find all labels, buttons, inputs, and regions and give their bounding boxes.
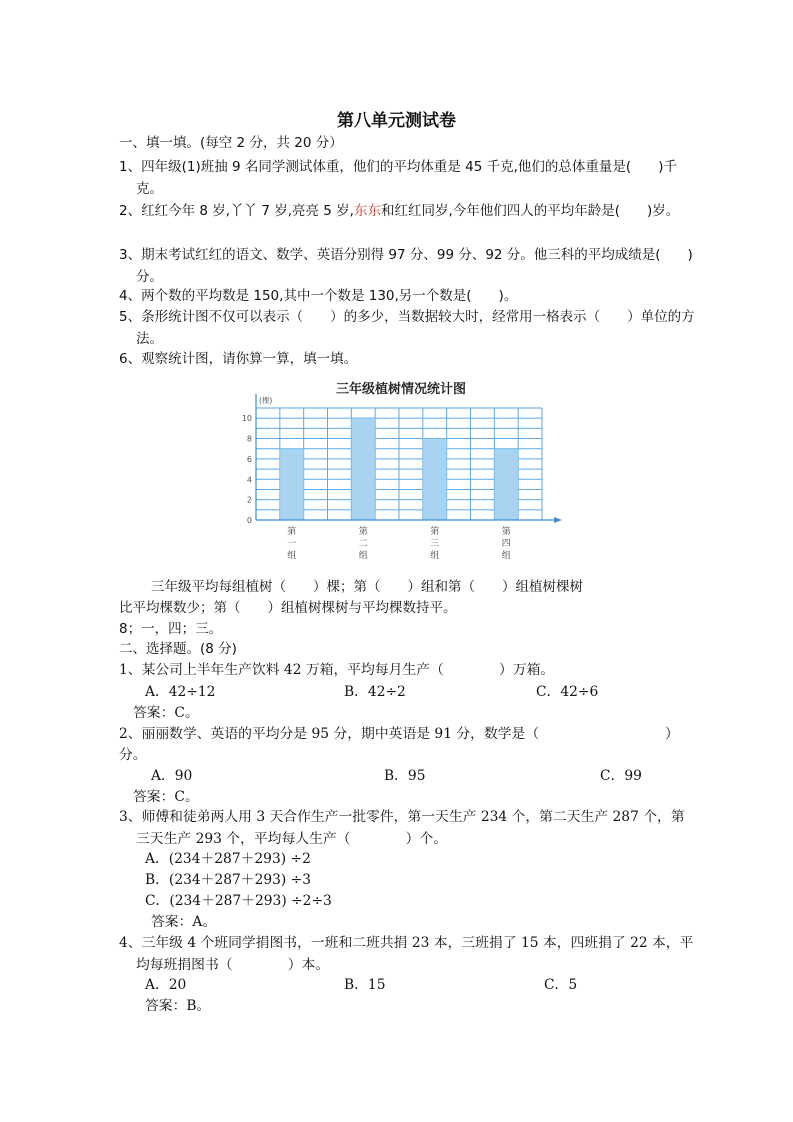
q1-answer: 答案：C。 — [133, 705, 199, 721]
x-tick-label-2: 组 — [358, 551, 368, 561]
x-tick-label-2: 第 — [358, 527, 368, 537]
x-tick-label-1: 第 — [287, 527, 297, 537]
q1-option-b: B．42÷2 — [344, 684, 406, 700]
chart-canvas — [236, 372, 566, 568]
y-tick-label: 6 — [246, 454, 252, 464]
bar-1 — [280, 449, 304, 520]
x-tick-label-1: 一 — [287, 539, 297, 549]
q2-text-b: 和红红同岁,今年他们四人的平均年龄是( )岁。 — [380, 203, 680, 219]
chart-title: 三年级植树情况统计图 — [335, 382, 466, 397]
x-tick-label-4: 组 — [501, 551, 511, 561]
y-tick-label: 10 — [241, 414, 252, 424]
x-tick-label-3: 三 — [430, 539, 440, 549]
q3-option-a: A．(234＋287＋293) ÷2 — [145, 851, 311, 867]
q6-answer: 8；一，四；三。 — [119, 621, 223, 637]
choice-question-2 — [119, 723, 679, 745]
q2-text-end: 分。 — [119, 747, 147, 763]
q4-option-a: A．20 — [145, 977, 187, 993]
y-axis-label: (棵) — [259, 396, 273, 405]
x-tick-label-1: 组 — [287, 551, 297, 561]
q2-text-a: 2、红红今年 8 岁,丫丫 7 岁,亮亮 5 岁, — [119, 203, 354, 219]
x-axis-arrow — [554, 517, 562, 523]
choice-question-4: 4、三年级 4 个班同学捐图书，一班和二班共捐 23 本，三班捐了 15 本，四班捐了 22 本，平均每班捐图书（ ）本。 — [119, 935, 694, 973]
bar-3 — [423, 439, 447, 520]
q2-answer: 答案：C。 — [133, 789, 199, 805]
section1-heading: 一、填一填。(每空 2 分，共 20 分） — [119, 135, 343, 151]
y-tick-label: 2 — [246, 495, 252, 505]
q2-text: 2、丽丽数学、英语的平均分是 95 分，期中英语是 91 分，数学是（ — [119, 726, 540, 742]
question-1-5: 5、条形统计图不仅可以表示（ ）的多少，当数据较大时，经常用一格表示（ ）单位的方法。 — [119, 309, 695, 347]
y-tick-label: 0 — [246, 516, 252, 525]
x-tick-label-3: 第 — [430, 527, 440, 537]
section2-heading: 二、选择题。(8 分) — [119, 641, 237, 657]
choice-question-1: 1、某公司上半年生产饮料 42 万箱，平均每月生产（ ）万箱。 — [119, 662, 555, 678]
q6-fill-line-1: 三年级平均每组植树（ ）棵；第（ ）组和第（ ）组植树棵树 — [151, 579, 583, 595]
q2-highlight: 东东 — [353, 203, 381, 219]
y-tick-label: 8 — [246, 434, 252, 444]
choice-question-3: 3、师傅和徒弟两人用 3 天合作生产一批零件，第一天生产 234 个，第二天生产 287 个，第三天生产 293 个，平均每人生产（ ）个。 — [119, 809, 685, 847]
page-title: 第八单元测试卷 — [337, 111, 456, 131]
q2-option-a: A．90 — [151, 768, 193, 784]
x-tick-label-4: 第 — [501, 527, 511, 537]
y-tick-label: 4 — [246, 475, 252, 485]
bar-2 — [351, 418, 375, 520]
q4-option-b: B．15 — [344, 977, 386, 993]
q6-fill-line-2: 比平均棵数少；第（ ）组植树棵树与平均棵数持平。 — [119, 600, 457, 616]
q2-option-b: B．95 — [384, 768, 426, 784]
question-1-1: 1、四年级(1)班抽 9 名同学测试体重，他们的平均体重是 45 千克,他们的总体重量是( )千克。 — [119, 159, 677, 197]
bar-chart — [236, 372, 566, 568]
q4-answer: 答案：B。 — [145, 998, 211, 1014]
question-1-3: 3、期末考试红红的语文、数学、英语分别得 97 分、99 分、92 分。他三科的平均成绩是( )分。 — [119, 247, 693, 285]
q1-option-c: C．42÷6 — [536, 684, 599, 700]
q1-option-a: A．42÷12 — [145, 684, 216, 700]
bar-4 — [494, 449, 518, 520]
x-tick-label-2: 二 — [358, 539, 368, 549]
x-tick-label-4: 四 — [501, 539, 511, 549]
q2-option-c: C．99 — [600, 768, 642, 784]
q2-close-paren: ） — [665, 726, 679, 742]
q3-option-b: B．(234＋287＋293) ÷3 — [145, 872, 312, 888]
question-1-4: 4、两个数的平均数是 150,其中一个数是 130,另一个数是( )。 — [119, 288, 518, 304]
q3-answer: 答案：A。 — [151, 914, 217, 930]
question-1-2 — [119, 200, 696, 222]
q4-option-c: C．5 — [544, 977, 578, 993]
question-1-6: 6、观察统计图，请你算一算，填一填。 — [119, 351, 358, 367]
x-tick-label-3: 组 — [430, 551, 440, 561]
q3-option-c: C．(234＋287＋293) ÷2÷3 — [145, 893, 332, 909]
